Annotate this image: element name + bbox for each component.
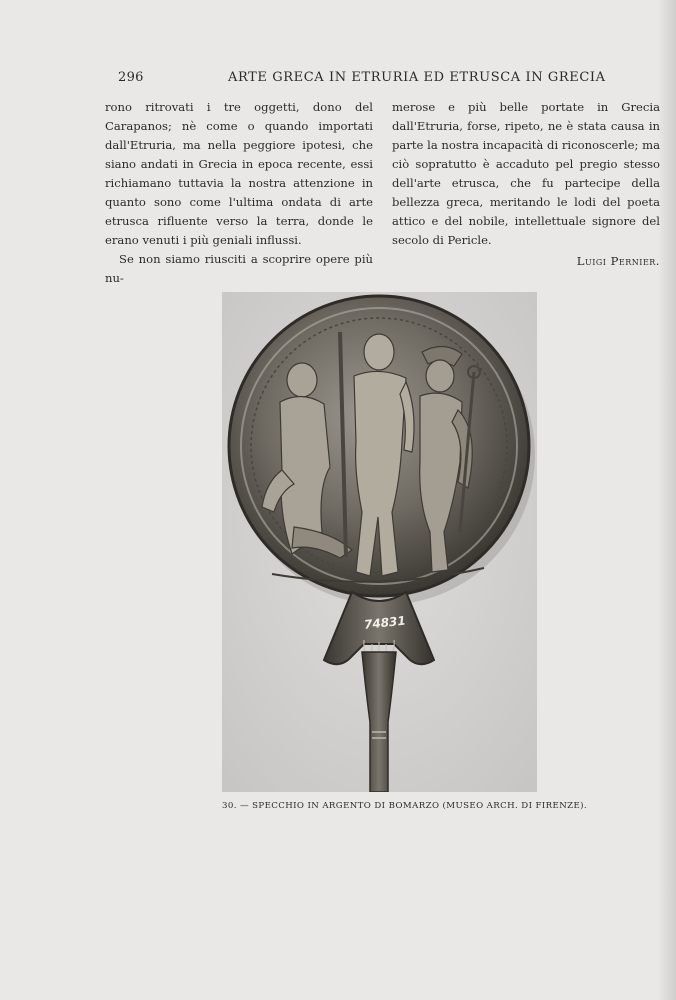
text-column-left xyxy=(105,98,373,288)
figure-photo-bronze-mirror xyxy=(222,292,537,792)
paragraph: merose e più belle portate in Grecia dall'Etruria, forse, ripeto, ne è stata causa in parte la nostra incapacità di riconoscerle; ma ciò sopratutto è accaduto pel pregio stesso dell'arte etrusca, che fu partecipe della bellezza greca, meritando le lodi del poeta attico e del nobile, intellettuale signore del secolo di Pericle. xyxy=(392,100,660,247)
page-number: 296 xyxy=(118,70,144,85)
inventory-number: 74831 xyxy=(363,613,407,632)
text-column-right xyxy=(392,98,660,271)
running-title: ARTE GRECA IN ETRURIA ED ETRUSCA IN GRECIA xyxy=(228,70,606,85)
figure-caption: 30. — SPECCHIO IN ARGENTO DI BOMARZO (MUSEO ARCH. DI FIRENZE). xyxy=(222,801,588,811)
author-signature: Luigi Pernier. xyxy=(576,254,660,268)
page-edge xyxy=(658,0,676,1000)
paragraph: Se non siamo riusciti a scoprire opere più nu- xyxy=(105,252,373,285)
paragraph: rono ritrovati i tre oggetti, dono del Carapanos; nè come o quando importati dall'Etruria, ma nella peggiore ipotesi, che siano andati in Grecia in epoca recente, essi richiamano tuttavia la nostra attenzione in quanto sono come l'ultima ondata di arte etrusca rifluente verso la terra, donde le erano venuti i più geniali influssi. xyxy=(105,100,373,247)
